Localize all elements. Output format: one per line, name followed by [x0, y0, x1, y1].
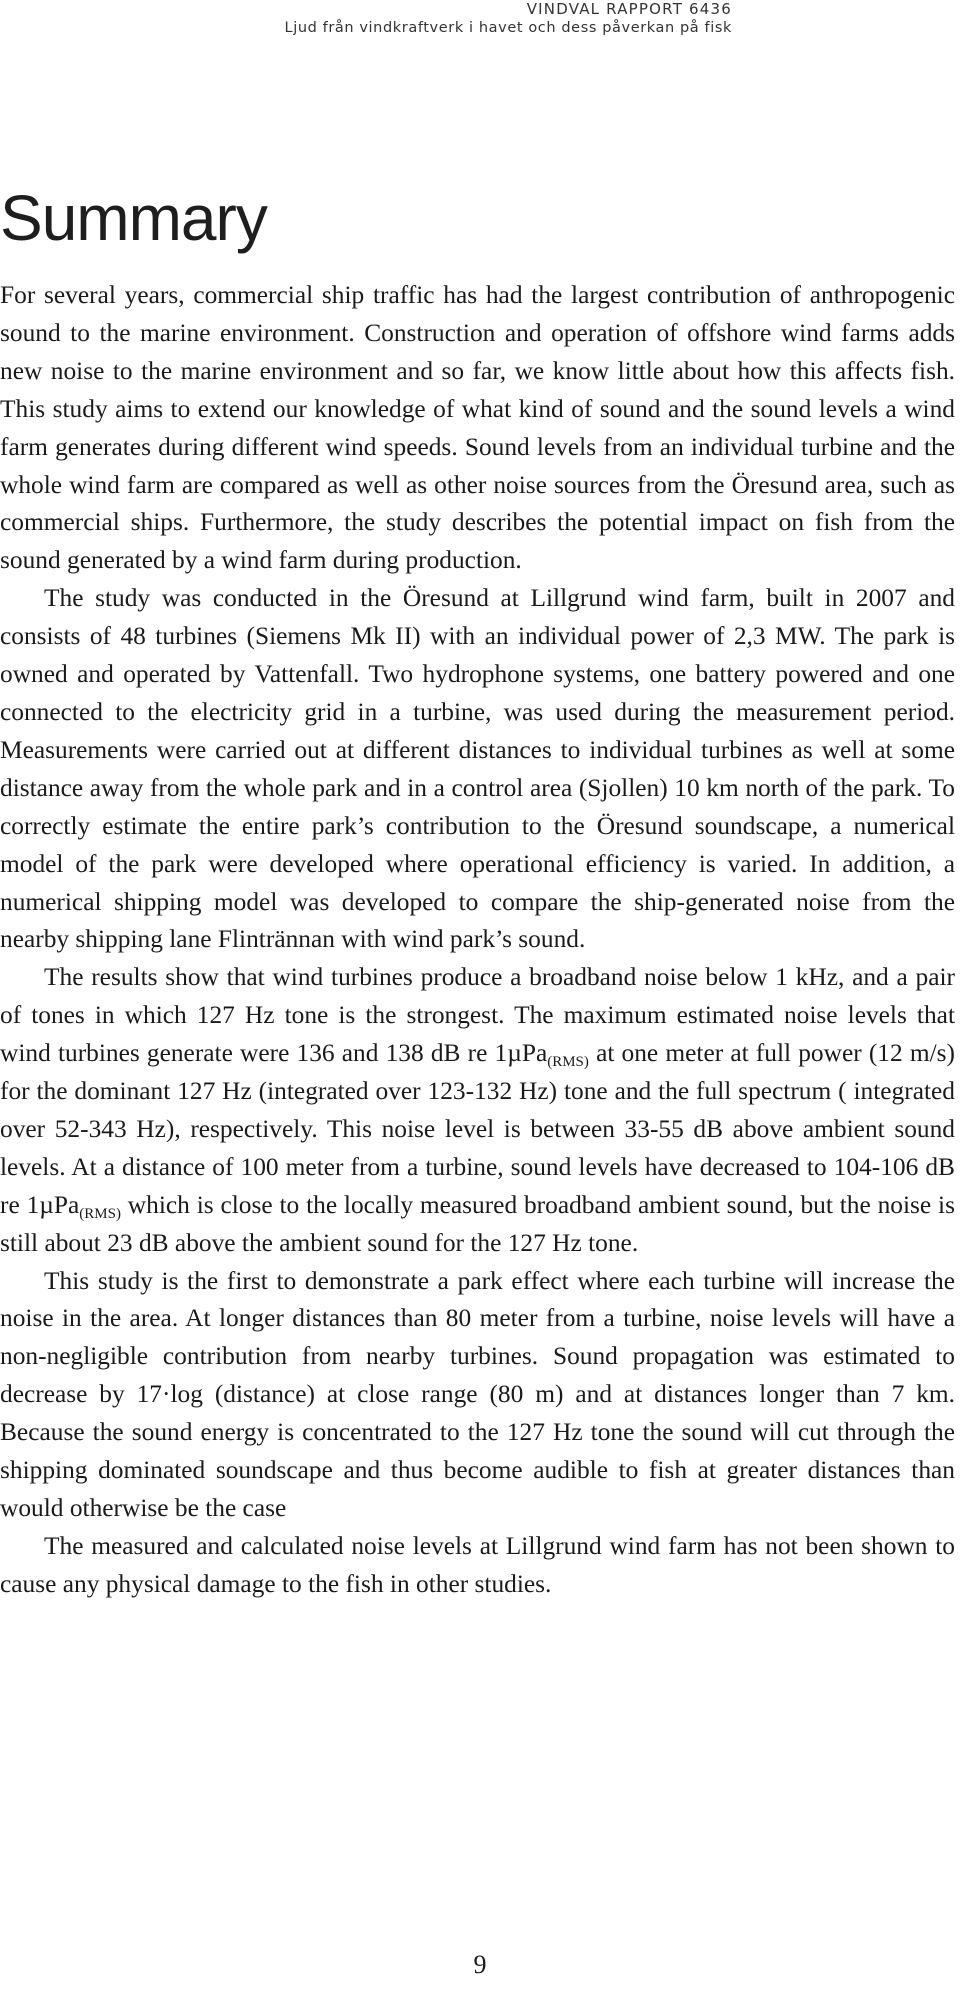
page-number: 9	[473, 1950, 487, 1979]
results-text-part2: at one meter at full power (12 m/s) for the dominant 127 Hz (integrated over 123-132 Hz) tone and the full spectrum ( integrated over 52-343 Hz), respectively. This noise level is between 33-55 dB above ambient sound levels. At a distance of 100 meter from a turbine, sound levels have decreased to 104-106 dB re 1µPa	[0, 1039, 955, 1219]
running-header	[285, 0, 732, 38]
paragraph-park-effect: This study is the first to demonstrate a park effect where each turbine will increase the noise in the area. At longer distances than 80 meter from a turbine, noise levels will have a non-negligible contribution from nearby turbines. Sound propagation was estimated to decrease by 17·log (distance) at close range (80 m) and at distances longer than 7 km. Because the sound energy is concentrated to the 127 Hz tone the sound will cut through the shipping dominated soundscape and thus become audible to fish at greater distances than would otherwise be the case	[0, 1266, 955, 1522]
paragraph-conclusion: The measured and calculated noise levels at Lillgrund wind farm has not been shown to cause any physical damage to the fish in other studies.	[0, 1531, 955, 1598]
results-text-part3: which is close to the locally measured broadband ambient sound, but the noise is still about 23 dB above the ambient sound for the 127 Hz tone.	[0, 1190, 955, 1257]
report-label: VINDVAL RAPPORT 6436	[526, 0, 732, 18]
results-text-part1: The results show that wind turbines produce a broadband noise below 1 kHz, and a pair of tones in which 127 Hz tone is the strongest. The maximum estimated noise levels that wind turbines generate were 136 and 138 dB re 1µPa	[0, 963, 955, 1068]
paragraph-study-site: The study was conducted in the Öresund at Lillgrund wind farm, built in 2007 and consists of 48 turbines (Siemens Mk II) with an individual power of 2,3 MW. The park is owned and operated by Vattenfall. Two hydrophone systems, one battery powered and one connected to the electricity grid in a turbine, was used during the measurement period. Measurements were carried out at different distances to individual turbines as well at some distance away from the whole park and in a control area (Sjollen) 10 km north of the park. To correctly estimate the entire park’s contribution to the Öresund soundscape, a numerical model of the park were developed where operational efficiency is varied. In addition, a numerical shipping model was developed to compare the ship-generated noise from the nearby shipping lane Flintrännan with wind park’s sound.	[0, 584, 955, 954]
paragraph-results	[0, 959, 955, 1262]
summary-body	[0, 277, 955, 1604]
page-title: Summary	[0, 182, 267, 254]
paragraph-intro: For several years, commercial ship traffic has had the largest contribution of anthropogenic sound to the marine environment. Construction and operation of offshore wind farms adds new noise to the marine environment and so far, we know little about how this affects fish. This study aims to extend our knowledge of what kind of sound and the sound levels a wind farm generates during different wind speeds. Sound levels from an individual turbine and the whole wind farm are compared as well as other noise sources from the Öresund area, such as commercial ships. Furthermore, the study describes the potential impact on fish from the sound generated by a wind farm during production.	[0, 281, 955, 575]
report-subtitle: Ljud från vindkraftverk i havet och dess påverkan på fisk	[284, 20, 732, 36]
rms-subscript-1: (RMS)	[547, 1054, 589, 1071]
rms-subscript-2: (RMS)	[79, 1205, 121, 1222]
